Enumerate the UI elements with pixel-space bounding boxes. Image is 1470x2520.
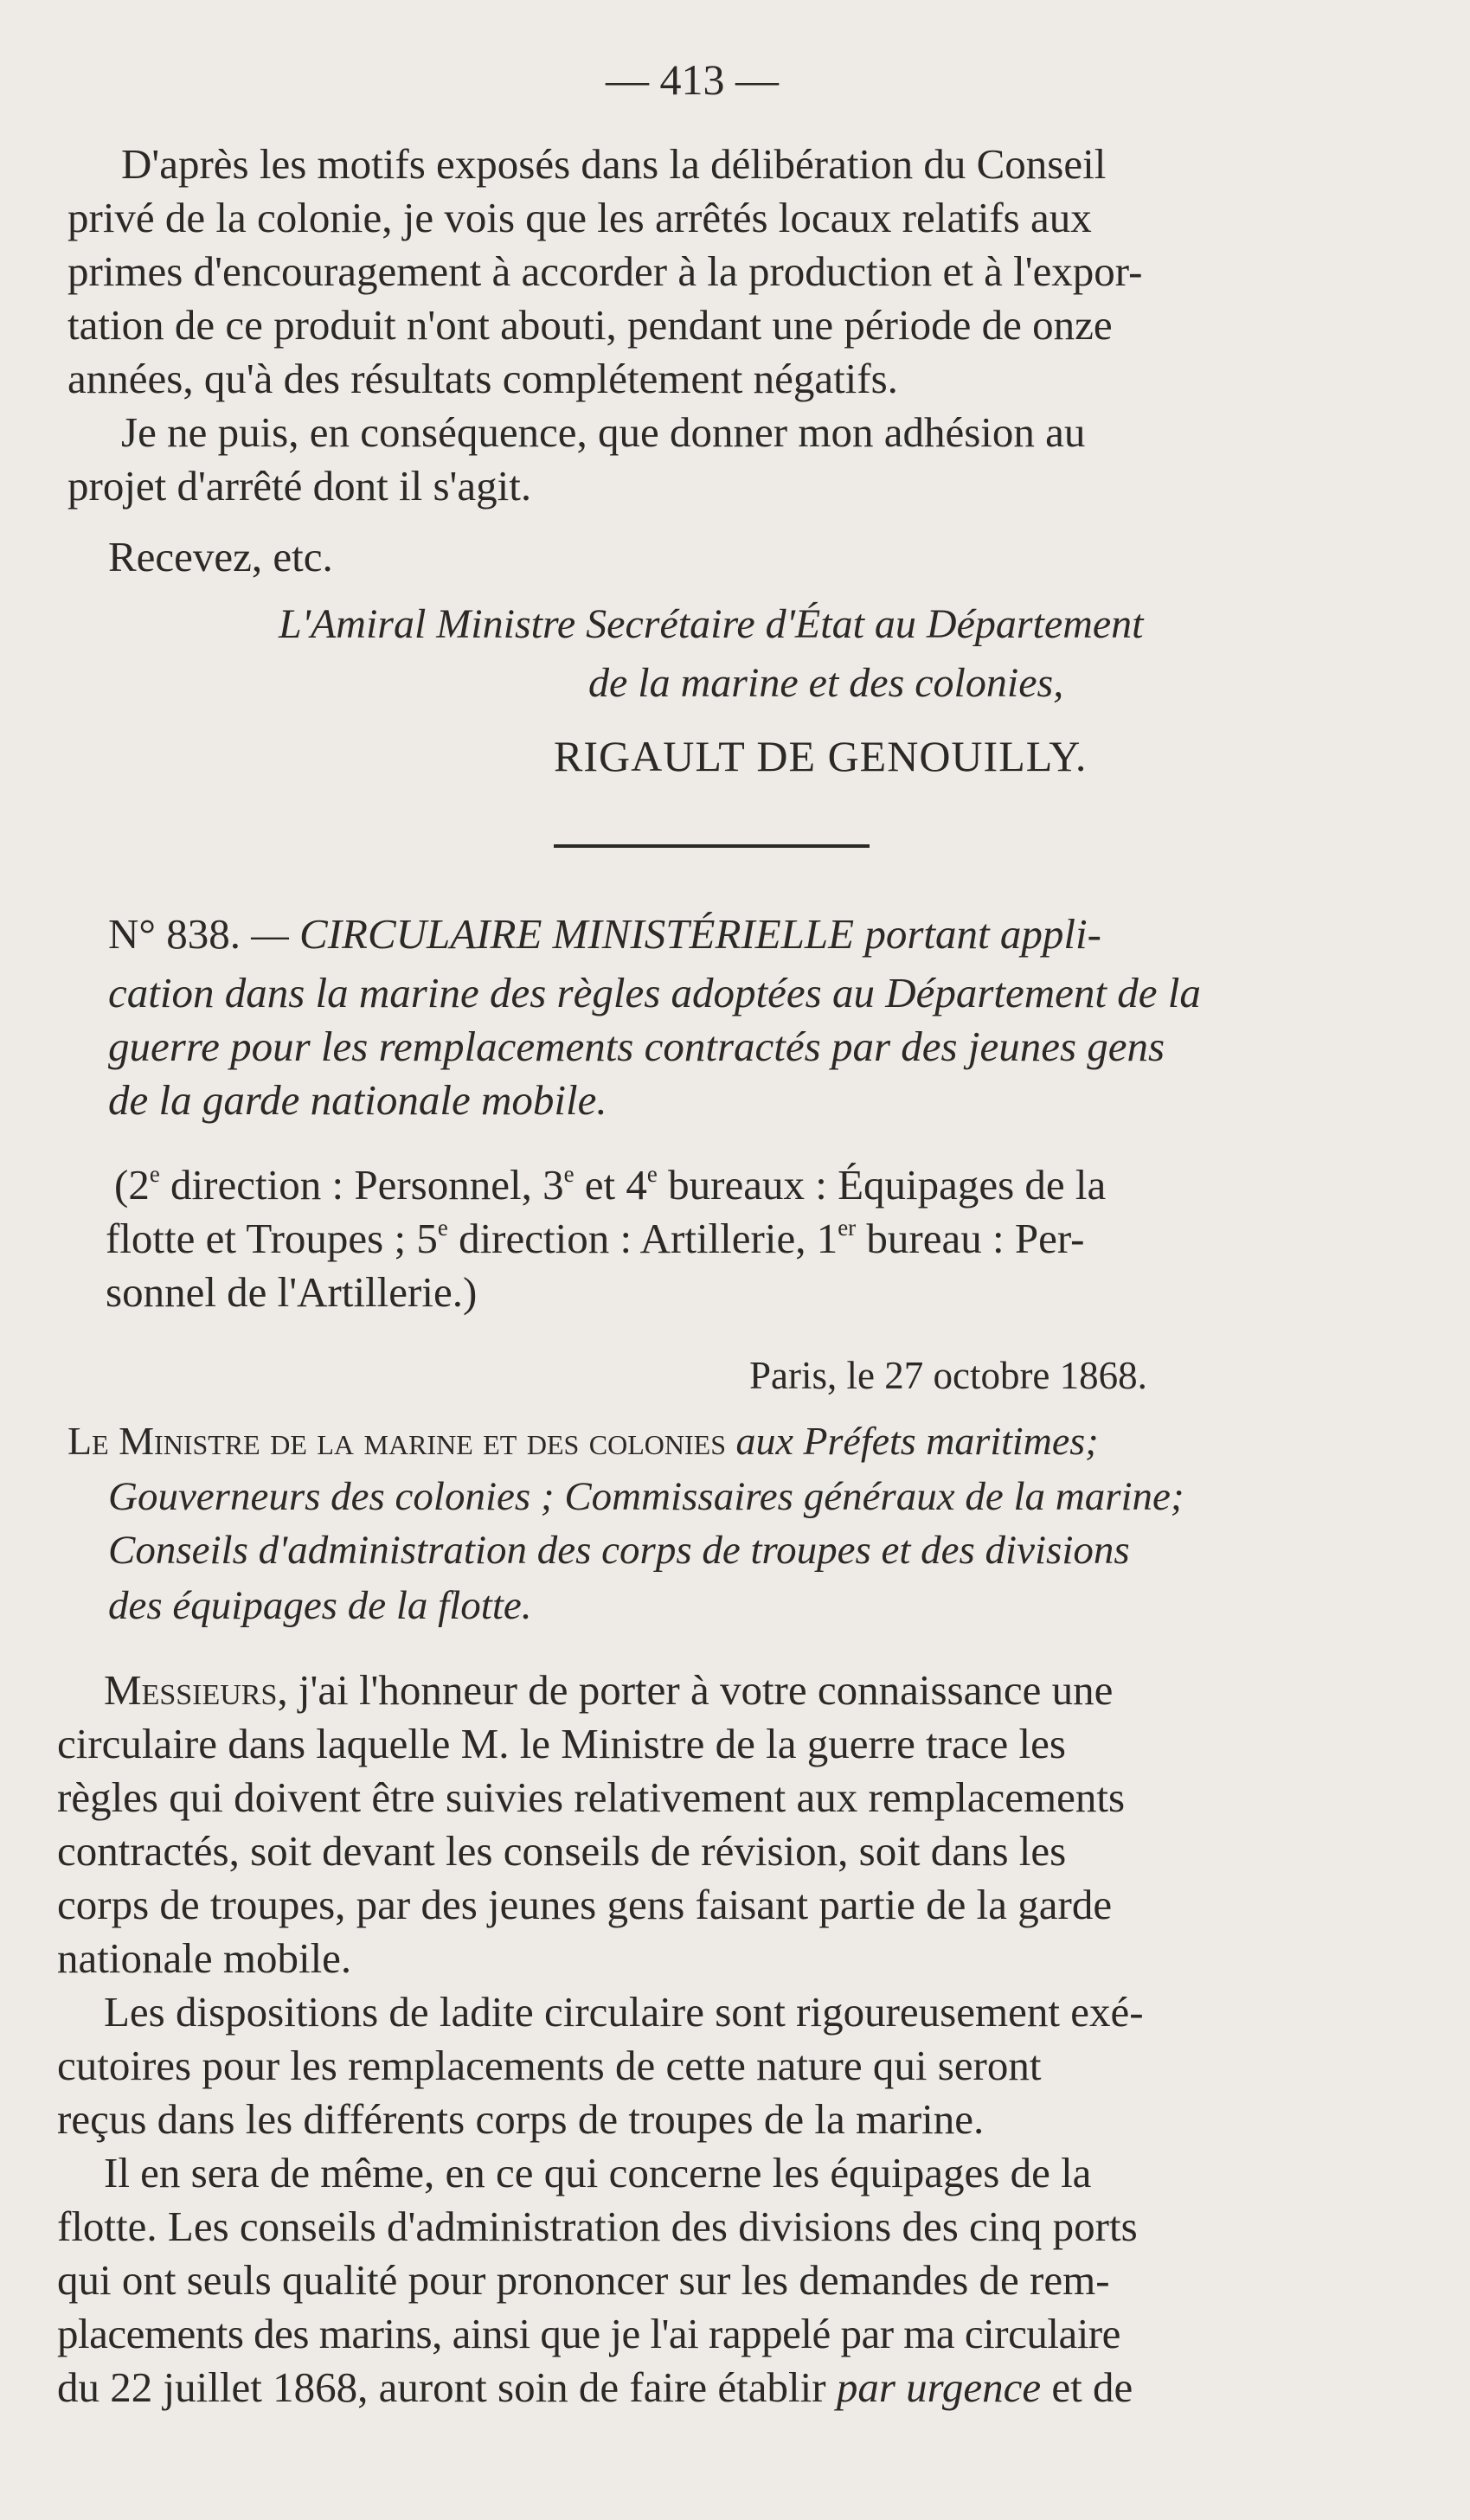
text-line: circulaire dans laquelle M. le Ministre de la guerre trace les [57, 1720, 1066, 1767]
address-lead: Le Ministre de la marine et des colonies [67, 1419, 726, 1463]
signatory-name: RIGAULT DE GENOUILLY. [554, 732, 1088, 780]
directions-line: (2e direction : Personnel, 3e et 4e bureaux : Équipages de la [114, 1160, 1107, 1209]
text-line: placements des marins, ainsi que je l'ai rappelé par ma circulaire [57, 2310, 1120, 2357]
salutation: Messieurs [104, 1666, 278, 1714]
text-line: Recevez, etc. [108, 533, 333, 580]
text-line: Il en sera de même, en ce qui concerne les équipages de la [104, 2149, 1092, 2196]
text-line: années, qu'à des résultats complétement négatifs. [67, 355, 898, 402]
address-line: Le Ministre de la marine et des colonies aux Préfets maritimes; [67, 1419, 1099, 1463]
page-number: — 413 — [606, 55, 779, 104]
text-line: qui ont seuls qualité pour prononcer sur les demandes de rem- [57, 2256, 1110, 2304]
emphasis: par urgence [836, 2363, 1042, 2411]
signature-title: de la marine et des colonies, [588, 660, 1064, 706]
directions-line: flotte et Troupes ; 5e direction : Artillerie, 1er bureau : Per- [106, 1214, 1085, 1262]
text-line: guerre pour les remplacements contractés par des jeunes gens [108, 1023, 1165, 1070]
section-divider [554, 844, 870, 848]
text-line: reçus dans les différents corps de troupes de la marine. [57, 2095, 985, 2143]
text-line: tation de ce produit n'ont abouti, pendant une période de onze [67, 301, 1113, 349]
text-line: du 22 juillet 1868, auront soin de faire établir par urgence et de [57, 2363, 1133, 2411]
circular-number: N° 838. [108, 910, 241, 958]
text-line: corps de troupes, par des jeunes gens faisant partie de la garde [57, 1881, 1113, 1928]
text-line: projet d'arrêté dont il s'agit. [67, 462, 532, 510]
text-line: cation dans la marine des règles adoptées au Département de la [108, 969, 1201, 1016]
text-line: privé de la colonie, je vois que les arrêtés locaux relatifs aux [67, 194, 1092, 241]
text-line: Je ne puis, en conséquence, que donner mon adhésion au [121, 408, 1086, 456]
text-line: D'après les motifs exposés dans la délibération du Conseil [121, 140, 1107, 188]
circular-heading [108, 908, 1101, 960]
signature-title: L'Amiral Ministre Secrétaire d'État au Département [279, 601, 1144, 647]
text-line: de la garde nationale mobile. [108, 1076, 607, 1124]
text-line: Messieurs, j'ai l'honneur de porter à votre connaissance une [104, 1666, 1114, 1714]
text-line: Conseils d'administration des corps de troupes et des divisions [108, 1528, 1130, 1573]
text-line: Les dispositions de ladite circulaire sont rigoureusement exé- [104, 1988, 1144, 2036]
directions-line: sonnel de l'Artillerie.) [106, 1268, 478, 1316]
text-line: règles qui doivent être suivies relativement aux remplacements [57, 1773, 1126, 1821]
text-line: primes d'encouragement à accorder à la production et à l'expor- [67, 247, 1143, 295]
text-line: contractés, soit devant les conseils de révision, soit dans les [57, 1827, 1067, 1875]
text-line: nationale mobile. [57, 1934, 352, 1982]
text-line: des équipages de la flotte. [108, 1583, 532, 1628]
date-line: Paris, le 27 octobre 1868. [749, 1354, 1147, 1397]
text-line: Gouverneurs des colonies ; Commissaires généraux de la marine; [108, 1474, 1184, 1519]
text-line: flotte. Les conseils d'administration des divisions des cinq ports [57, 2203, 1138, 2250]
circular-title: — CIRCULAIRE MINISTÉRIELLE portant appli- [251, 910, 1101, 958]
text-line: cutoires pour les remplacements de cette nature qui seront [57, 2042, 1042, 2089]
